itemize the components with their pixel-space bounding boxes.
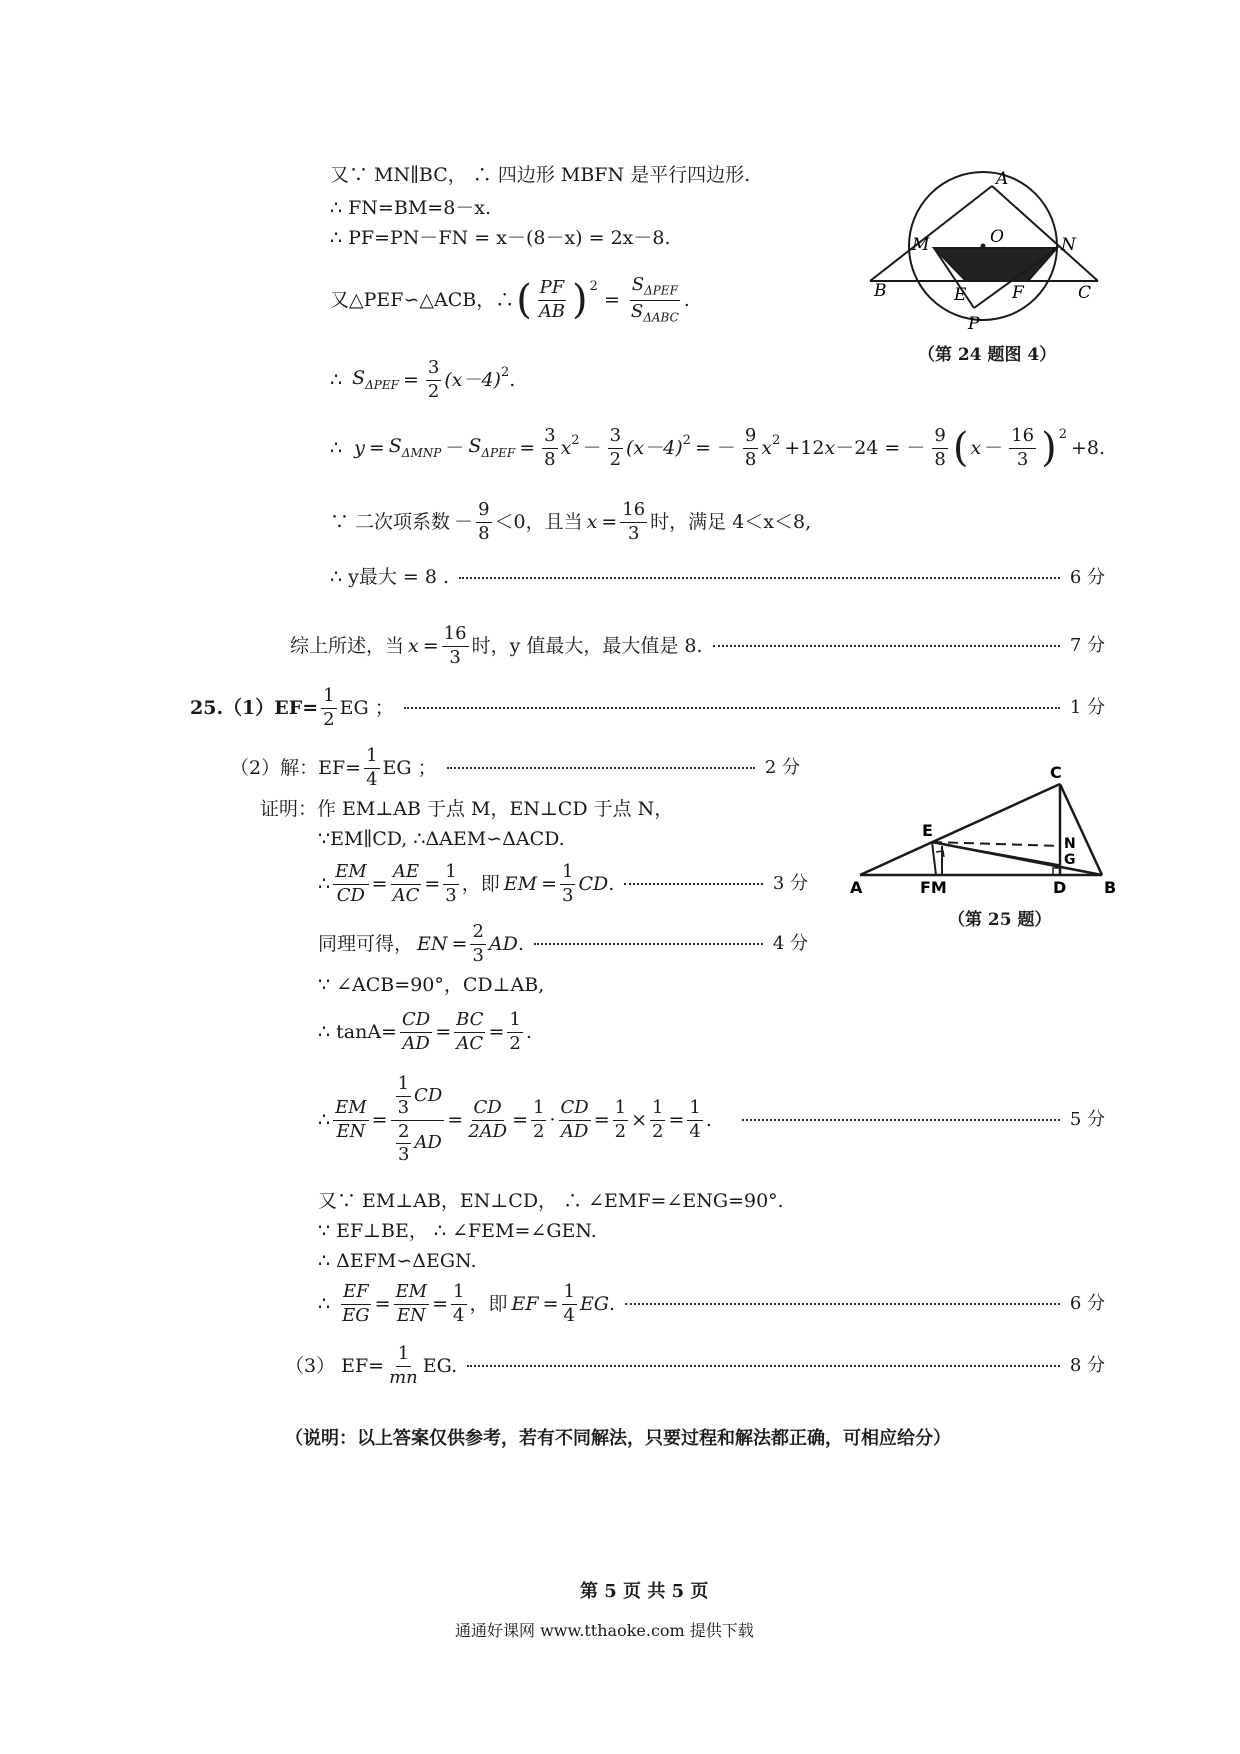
site-credit: 通通好课网 www.tthaoke.com 提供下载 (455, 1621, 754, 1640)
fig25-label-g: G (1064, 852, 1076, 868)
score-5: 5 分 (1069, 1109, 1105, 1130)
line-y-max (330, 568, 1105, 587)
fig24-label-c: C (1078, 283, 1092, 303)
line-proof-8 (318, 1192, 784, 1211)
text-q25-3-end: EG. (422, 1354, 458, 1377)
paren-close: ) (572, 277, 588, 323)
line-proof-9 (318, 1222, 597, 1241)
dot-leader (625, 1303, 1060, 1305)
dot-leader (624, 883, 763, 885)
figure-24-caption: （第 24 题图 4） (918, 345, 1057, 365)
line-area-pef: ∴ $S_{\Delta PEF}$ = $\frac{3}{2}$ (x－4) 2 . (330, 356, 516, 402)
fig25-label-c: C (1050, 763, 1062, 782)
fig24-center (981, 244, 986, 249)
text-q25-2-pre: （2）解：EF= (230, 756, 362, 779)
line-q25-1: 25.（1）EF= $\frac{1}{2}$ EG ； 1 分 (190, 684, 1105, 730)
fig24-label-n: N (1061, 235, 1076, 255)
text-q25-2-end: EG ； (382, 756, 437, 779)
fig24-label-p: P (968, 314, 980, 334)
dot-leader (467, 1365, 1060, 1367)
score-2: 2 分 (764, 757, 800, 778)
text-proof-3-end: ，即 (461, 872, 500, 895)
text-proof-8: 又∵ EM⊥AB，EN⊥CD， ∴ ∠EMF=∠ENG=90°. (318, 1190, 784, 1212)
line-proof-6: ∴ tanA= $\frac{CD}{AD}$ = $\frac{BC}{AC}$ = $\frac{1}{2}$ . (318, 1008, 532, 1054)
score-6b: 6 分 (1069, 1293, 1105, 1314)
text-summary-end: 时，y 值最大，最大值是 8. (471, 634, 703, 657)
frac-area-ratio: $\frac{S_{\Delta PEF}}{S_{\Delta ABC}}$ (630, 274, 679, 325)
line-proof-5 (318, 976, 544, 995)
frac-complex: $\frac{1}{3}$ CD $\frac{2}{3}$ AD (391, 1075, 445, 1166)
text-proof-4-pre: 同理可得， (318, 932, 414, 955)
dot-leader (713, 645, 1060, 647)
text-q25-1-end: EG ； (339, 696, 394, 719)
dot-leader (534, 943, 763, 945)
text-proof-10: ∴ ΔEFM∽ΔEGN. (318, 1250, 477, 1272)
score-7: 7 分 (1069, 635, 1105, 656)
fig25-line-eg (932, 842, 1060, 865)
text-proof-6-pre: ∴ tanA= (318, 1020, 397, 1043)
line-proof-4: 同理可得， EN = $\frac{2}{3}$ AD . 4 分 (318, 920, 808, 966)
line-parallelogram (330, 166, 750, 185)
score-3: 3 分 (772, 873, 808, 894)
line-pf (330, 229, 671, 248)
dot-leader (459, 577, 1060, 579)
note-text: （说明：以上答案仅供参考，若有不同解法，只要过程和解法都正确，可相应给分） (285, 1428, 951, 1449)
line-proof-2 (318, 830, 565, 849)
line-coefficient: ∵ 二次项系数 － $\frac{9}{8}$ ＜0，且当 x = $\frac{16}{3}$ 时，满足 4＜x＜8, (330, 498, 812, 544)
text-summary-pre: 综上所述，当 (290, 634, 405, 657)
score-1: 1 分 (1069, 697, 1105, 718)
dot-leader (404, 707, 1060, 709)
fig25-label-e: E (922, 821, 933, 840)
page-number: 第 5 页 共 5 页 (580, 1581, 709, 1602)
score-6a: 6 分 (1069, 566, 1105, 588)
text-proof-1: 证明：作 EM⊥AB 于点 M，EN⊥CD 于点 N， (260, 798, 674, 820)
line-proof-1 (260, 800, 673, 819)
dot-leader (742, 1119, 1060, 1121)
text-fn: ∴ FN=BM=8－x. (330, 197, 492, 219)
text-therefore: ∴ (330, 368, 343, 391)
fig25-label-d: D (1053, 878, 1067, 897)
fig25-label-fm: FM (920, 878, 947, 897)
fig24-label-b: B (874, 281, 887, 301)
line-proof-11: ∴ $\frac{EF}{EG}$ = $\frac{EM}{EN}$ = $\frac{1}{4}$ ，即 EF = $\frac{1}{4}$ EG . 6 分 (318, 1280, 1105, 1326)
frac-3-2: $\frac{3}{2}$ (427, 356, 440, 402)
line-q25-3: （3） EF= $\frac{1}{mn}$ EG. 8 分 (285, 1342, 1105, 1388)
text-coefficient-end: 时，满足 4＜x＜8, (650, 510, 812, 533)
text-q25-1-pre: 25.（1）EF= (190, 696, 319, 719)
figure-24 (862, 168, 1102, 338)
fig25-line-ef (932, 842, 936, 875)
fig25-label-n: N (1064, 836, 1076, 852)
fig24-label-f: F (1012, 283, 1024, 303)
line-fn (330, 199, 491, 218)
text-proof-9: ∵ EF⊥BE， ∴ ∠FEM=∠GEN. (318, 1220, 597, 1242)
text-q25-3-pre: （3） EF= (285, 1354, 385, 1377)
text-proof-11-mid: ，即 (469, 1292, 508, 1315)
paren-open: ( (516, 277, 532, 323)
figure-25 (850, 760, 1120, 900)
line-proof-10 (318, 1252, 477, 1271)
line-proof-7: ∴ $\frac{EM}{EN}$ = $\frac{1}{3}$ CD $\frac{2}{3}$ AD = $\frac{CD}{2AD}$ = $\frac{1}{2}$ · $\frac{CD}{AD}$ = $\frac{1}{2}$ × $\frac{1}{2}$ = $\frac{1}{4}$ . 5 分 (318, 1072, 1105, 1166)
line-y-expression: ∴ y = $S_{\Delta MNP}$ － $S_{\Delta PEF}$ = $\frac{3}{8}$ x 2 － $\frac{3}{2}$ (x－4) 2 = － $\frac{9}{8}$ x 2 +12x－24 = － $\frac{9}{8}$ ( x － $\frac{16}{3}$ ) 2 +8. (330, 424, 1106, 471)
fig25-label-b: B (1104, 878, 1117, 897)
frac-pf-ab: $\frac{PF}{AB}$ (538, 276, 566, 322)
fig24-label-a: A (996, 169, 1009, 189)
line-q25-2: （2）解：EF= $\frac{1}{4}$ EG ； 2 分 (230, 744, 800, 790)
figure-25-caption: （第 25 题） (948, 910, 1052, 930)
line-summary: 综上所述，当 x = $\frac{16}{3}$ 时，y 值最大，最大值是 8. 7 分 (290, 622, 1105, 668)
score-4: 4 分 (772, 933, 808, 954)
fig24-label-m: M (912, 235, 930, 255)
text-pf: ∴ PF=PN－FN = x－(8－x) = 2x－8. (330, 227, 671, 249)
line-proof-3: ∴ $\frac{EM}{CD}$ = $\frac{AE}{AC}$ = $\frac{1}{3}$ ，即 EM = $\frac{1}{3}$ CD . 3 分 (318, 860, 808, 906)
fig25-label-a: A (850, 878, 863, 897)
fig24-label-e: E (954, 285, 967, 305)
score-8: 8 分 (1069, 1355, 1105, 1376)
text-similar: 又△PEF∽△ACB，∴ (330, 288, 515, 311)
text-parallelogram: 又∵ MN∥BC， ∴ 四边形 MBFN 是平行四边形. (330, 164, 751, 186)
text-coefficient-mid: ＜0，且当 (494, 510, 583, 533)
dot-leader (447, 767, 755, 769)
text-proof-5: ∵ ∠ACB=90°，CD⊥AB, (318, 974, 545, 996)
text-coefficient: ∵ 二次项系数 (330, 510, 451, 533)
fig24-label-o: O (990, 227, 1004, 247)
text-y-max: ∴ y最大 = 8 . (330, 566, 450, 588)
text-proof-2: ∵EM∥CD, ∴ΔAEM∽ΔACD. (318, 828, 565, 850)
line-similar-ratio: 又△PEF∽△ACB，∴ ( $\frac{PF}{AB}$ ) 2 = $\frac{S_{\Delta PEF}}{S_{\Delta ABC}}$ . (330, 274, 690, 325)
